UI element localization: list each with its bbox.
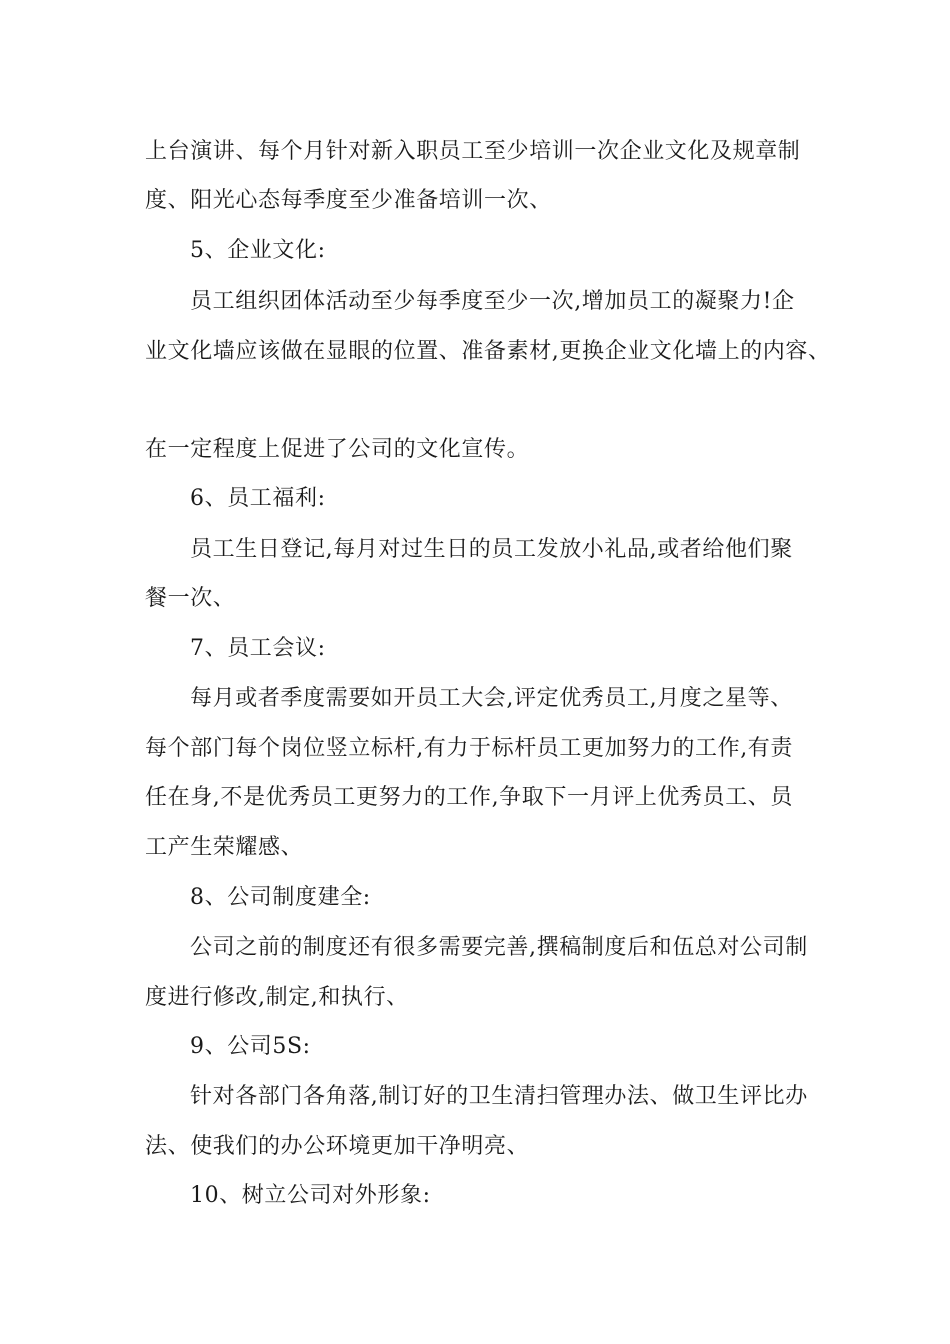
text-line: 工产生荣耀感、 <box>145 835 304 860</box>
text-line: 员工生日登记,每月对过生日的员工发放小礼品,或者给他们聚 <box>190 537 793 562</box>
text-line: 餐一次、 <box>145 586 236 611</box>
text-line: 度进行修改,制定,和执行、 <box>145 985 409 1010</box>
text-line: 度、阳光心态每季度至少准备培训一次、 <box>145 188 552 213</box>
text-line: 上台演讲、每个月针对新入职员工至少培训一次企业文化及规章制 <box>145 139 801 164</box>
section-heading: 7、员工会议: <box>190 636 326 661</box>
text-line: 公司之前的制度还有很多需要完善,撰稿制度后和伍总对公司制 <box>190 935 808 960</box>
text-line: 针对各部门各角落,制订好的卫生清扫管理办法、做卫生评比办 <box>190 1084 808 1109</box>
text-line: 任在身,不是优秀员工更努力的工作,争取下一月评上优秀员工、员 <box>145 785 793 810</box>
section-heading: 10、树立公司对外形象: <box>190 1183 431 1208</box>
text-line: 业文化墙应该做在显眼的位置、准备素材,更换企业文化墙上的内容、 <box>145 339 831 364</box>
text-line: 每月或者季度需要如开员工大会,评定优秀员工,月度之星等、 <box>190 686 793 711</box>
text-line: 法、使我们的办公环境更加干净明亮、 <box>145 1134 530 1159</box>
section-heading: 8、公司制度建全: <box>190 885 371 910</box>
text-line: 每个部门每个岗位竖立标杆,有力于标杆员工更加努力的工作,有责 <box>145 736 793 761</box>
section-heading: 6、员工福利: <box>190 486 326 511</box>
section-heading: 5、企业文化: <box>190 238 326 263</box>
section-heading: 9、公司5S: <box>190 1034 311 1059</box>
text-line: 在一定程度上促进了公司的文化宣传。 <box>145 437 530 462</box>
text-line: 员工组织团体活动至少每季度至少一次,增加员工的凝聚力!企 <box>190 289 795 314</box>
